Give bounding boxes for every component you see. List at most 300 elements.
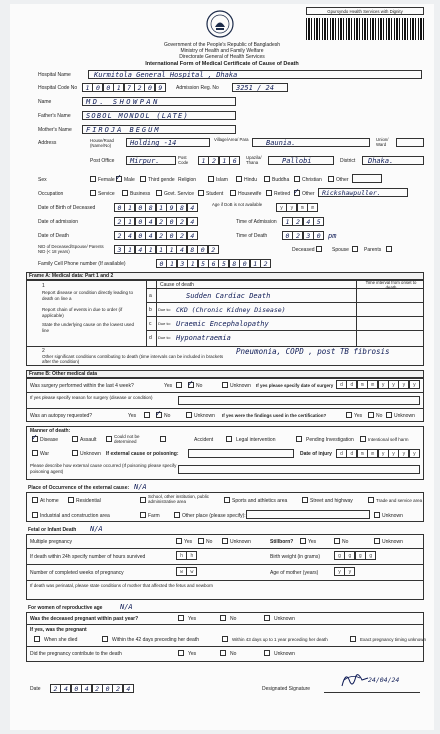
address-label: Address — [38, 140, 57, 146]
place-home-label: At home — [40, 498, 59, 504]
digit-cell: 4 — [123, 684, 134, 693]
digit-cell: 6 — [208, 259, 219, 268]
place-value: N/A — [134, 483, 147, 491]
occ-govt-checkbox[interactable] — [156, 190, 162, 196]
digit-cell: 1 — [187, 259, 198, 268]
place-street-label: Street and highway — [310, 498, 353, 504]
autopsy-q: Was an autopsy requested? — [30, 413, 93, 419]
gov-line: Government of the People's Republic of Bangladesh — [163, 42, 281, 48]
part1-no: 1 — [42, 283, 45, 289]
pregnant-yes-label: Yes — [188, 616, 197, 622]
signature-label: Designated Signature — [262, 686, 311, 692]
place-industrial-checkbox[interactable] — [32, 512, 38, 518]
surgery-no-label: No — [196, 383, 203, 389]
sex-third-label: Third gende — [148, 177, 175, 183]
digit-cell: y — [398, 449, 409, 458]
place-other-checkbox[interactable] — [174, 512, 180, 518]
union-field[interactable] — [396, 138, 424, 147]
digit-cell: 2 — [114, 217, 125, 226]
digit-cell: 4 — [145, 217, 156, 226]
manner-assault-checkbox[interactable] — [72, 436, 78, 442]
mother-value: FIROJA BEGUM — [86, 126, 161, 134]
religion-buddha-checkbox[interactable] — [264, 176, 270, 182]
digit-cell: m — [357, 380, 368, 389]
digit-cell: 4 — [187, 217, 198, 226]
report-line-a: Report disease or condition directly leading to death on line a — [42, 290, 134, 301]
occ-other-label: Other — [302, 191, 315, 197]
digit-cell: 1 — [124, 245, 135, 254]
autopsy-yes-label: Yes — [128, 413, 137, 419]
contribute-label: Did the pregnancy contribute to the death — [30, 651, 122, 657]
digit-cell: d — [346, 449, 357, 458]
postcode-cells[interactable] — [198, 156, 240, 165]
district-value: Dhaka. — [368, 157, 394, 165]
external-cause-label: If external cause or poisoning: — [106, 451, 179, 457]
surgery-yes-label: Yes — [164, 383, 173, 389]
cause-a: Sudden Cardiac Death — [186, 292, 271, 300]
preg-42-checkbox[interactable] — [102, 636, 108, 642]
pregnant-q: Was the deceased pregnant within past year? — [30, 616, 139, 622]
date-injury-label: Date of injury — [300, 451, 332, 457]
hospital-code-cells[interactable] — [82, 83, 165, 92]
pregnant-no-label: No — [230, 616, 237, 622]
union-label: Union/ Ward — [376, 137, 389, 147]
digit-cell: 4 — [81, 684, 92, 693]
admission-date-cells[interactable] — [114, 217, 197, 226]
frame-a-header: Frame A: Medical data: Part 1 and 2 — [26, 272, 424, 280]
religion-christian-label: Christian — [302, 177, 322, 183]
cause-d: Hyponatraemia — [176, 334, 231, 342]
occ-student-checkbox[interactable] — [198, 190, 204, 196]
religion-christian-checkbox[interactable] — [294, 176, 300, 182]
pregnant-yes-checkbox[interactable] — [178, 615, 184, 621]
report-lines-bc: Report chain of events in due to order (if applicable) — [42, 307, 123, 318]
nid-cells[interactable] — [114, 245, 218, 254]
digit-cell: 0 — [135, 231, 146, 240]
manner-disease-label: Disease — [40, 437, 59, 443]
manner-title: Manner of death: — [30, 428, 71, 434]
multiple-unknown-checkbox[interactable] — [222, 538, 228, 544]
digit-cell: d — [346, 380, 357, 389]
manner-legal-label: Legal intervention — [236, 437, 276, 443]
dob-cells[interactable] — [114, 203, 197, 212]
digit-cell: 2 — [292, 217, 303, 226]
place-trade-label: Trade and service area — [376, 498, 423, 503]
place-school-checkbox[interactable] — [140, 497, 146, 503]
nid-label: NID of Deceased/Spouse/ Parents NID (< 18 years) — [38, 244, 104, 254]
preg-43-label: Within 43 days up to 1 year preceding her death — [232, 637, 328, 642]
pregnant-unknown-label: Unknown — [274, 616, 295, 622]
nid-parents-checkbox[interactable] — [386, 246, 392, 252]
religion-other-checkbox[interactable] — [328, 176, 334, 182]
religion-islam-label: Islam — [216, 177, 228, 183]
state-underlying: State the underlying cause on the lowest used line — [42, 322, 135, 333]
digit-cell: 0 — [313, 231, 324, 240]
preg-died-label: When she died — [44, 637, 78, 643]
findings-unknown-label: Unknown — [394, 413, 415, 419]
fetal-value: N/A — [90, 525, 103, 533]
digit-cell: 1 — [156, 245, 167, 254]
sex-female-label: Female — [98, 177, 115, 183]
religion-buddha-label: Buddha — [272, 177, 290, 183]
surgery-unknown-checkbox[interactable] — [222, 382, 228, 388]
age-label: Age if DoB is not available — [212, 202, 263, 207]
religion-hindu-label: Hindu — [244, 177, 258, 183]
digit-cell: 0 — [135, 217, 146, 226]
admission-time-cells[interactable] — [282, 217, 324, 226]
religion-hindu-checkbox[interactable] — [236, 176, 242, 182]
digit-cell: 2 — [50, 684, 61, 693]
phone-cells[interactable] — [156, 259, 270, 268]
check-icon: ✓ — [187, 379, 194, 388]
nid-spouse-label: Spouse — [332, 247, 349, 253]
digit-cell: 6 — [229, 156, 240, 165]
footer-date-cells[interactable] — [50, 684, 133, 693]
house-value: Holding -14 — [130, 139, 177, 147]
digit-cell: h — [176, 551, 187, 560]
digit-cell: 2 — [176, 231, 187, 240]
digit-cell: 4 — [135, 245, 146, 254]
reproductive-value: N/A — [120, 603, 133, 611]
digit-cell: 2 — [156, 217, 167, 226]
name-label: Name — [38, 99, 52, 105]
digit-cell: 4 — [145, 231, 156, 240]
digit-cell: 4 — [176, 245, 187, 254]
manner-accident-checkbox[interactable] — [160, 436, 166, 442]
nid-deceased-checkbox[interactable] — [316, 246, 322, 252]
check-icon: ✓ — [31, 433, 38, 442]
surgery-date-label: If yes please specify date of surgery — [256, 383, 334, 388]
directorate-line: Directorate General of Health Services — [179, 54, 265, 60]
surgery-yes-checkbox[interactable] — [176, 382, 182, 388]
digit-cell: y — [398, 380, 409, 389]
hospital-value: Kurmitola General Hospital , Dhaka — [94, 71, 238, 79]
age-cells[interactable] — [276, 203, 318, 212]
multiple-no-checkbox[interactable] — [198, 538, 204, 544]
digit-cell: g — [344, 551, 355, 560]
admission-time-label: Time of Admission — [236, 219, 277, 225]
death-time-cells[interactable] — [282, 231, 324, 240]
hospital-label: Hospital Name — [38, 72, 71, 78]
digit-cell: 0 — [166, 231, 177, 240]
po-label: Post Office — [90, 158, 115, 164]
religion-other-label: Other — [336, 177, 349, 183]
form-title: International Form of Medical Certificate of Cause of Death — [145, 61, 299, 67]
place-sports-label: Sports and athletics area — [232, 498, 288, 504]
letter-d: d — [149, 335, 152, 341]
describe-field[interactable] — [178, 465, 420, 474]
findings-yes-label: Yes — [354, 413, 363, 419]
death-time-label: Time of Death — [236, 233, 268, 239]
digit-cell: y — [378, 380, 389, 389]
digit-cell: 2 — [208, 156, 219, 165]
manner-pending-checkbox[interactable] — [296, 436, 302, 442]
findings-no-label: No — [376, 413, 383, 419]
digit-cell: 4 — [187, 203, 198, 212]
digit-cell: 2 — [208, 245, 219, 254]
admission-date-label: Date of admission — [38, 219, 79, 225]
manner-legal-checkbox[interactable] — [226, 436, 232, 442]
place-residential-checkbox[interactable] — [68, 497, 74, 503]
digit-cell: y — [409, 449, 420, 458]
preg-died-checkbox[interactable] — [34, 636, 40, 642]
place-residential-label: Residential — [76, 498, 101, 504]
manner-war-label: War — [40, 451, 49, 457]
sex-third-checkbox[interactable] — [140, 176, 146, 182]
birth-weight-label: Birth weight (in grams) — [270, 554, 321, 560]
digit-cell: 1 — [166, 259, 177, 268]
po-value: Mirpur. — [130, 157, 160, 165]
nid-spouse-checkbox[interactable] — [352, 246, 358, 252]
digit-cell: w — [186, 567, 197, 576]
occ-student-label: Student — [206, 191, 224, 197]
digit-cell: 0 — [114, 203, 125, 212]
stillborn-unknown-checkbox[interactable] — [374, 538, 380, 544]
digit-cell: w — [176, 567, 187, 576]
digit-cell: d — [336, 380, 347, 389]
place-industrial-label: Industrial and construction area — [40, 513, 110, 519]
manner-undetermined-label: Could not be determined — [114, 434, 140, 444]
digit-cell: 9 — [166, 203, 177, 212]
surgery-reason-field[interactable] — [178, 396, 420, 405]
digit-cell: 2 — [176, 217, 187, 226]
digit-cell: 5 — [218, 259, 229, 268]
death-time-suffix: pm — [328, 232, 337, 240]
digit-cell: 1 — [82, 83, 93, 92]
digit-cell: m — [367, 449, 378, 458]
occ-business-checkbox[interactable] — [122, 190, 128, 196]
religion-islam-checkbox[interactable] — [208, 176, 214, 182]
occ-housewife-label: Housewife — [238, 191, 262, 197]
house-label: House/Road (Name/No) — [90, 138, 114, 148]
digit-cell: 1 — [124, 203, 135, 212]
digit-cell: 8 — [145, 203, 156, 212]
name-value: MD. SHOWPAN — [86, 98, 160, 106]
occupation-label: Occupation — [38, 191, 64, 197]
multiple-yes-label: Yes — [184, 539, 193, 545]
place-trade-checkbox[interactable] — [368, 497, 374, 503]
preg-43-checkbox[interactable] — [222, 636, 228, 642]
nid-parents-label: Parents — [364, 247, 382, 253]
contribute-no-checkbox[interactable] — [220, 650, 226, 656]
perinatal-label: If death was perinatal, please state conditions of mother that affected the fetus and newborn — [30, 583, 214, 588]
part2-label: Other significant conditions contributing to death (time intervals can be included in brackets after the condition) — [42, 354, 224, 364]
weight-cells[interactable] — [334, 551, 376, 560]
other-conditions: Pneumonia, COPD , post TB fibrosis — [236, 347, 390, 356]
col-cause: Cause of death — [160, 282, 194, 288]
pregnant-unknown-checkbox[interactable] — [264, 615, 270, 621]
digit-cell: y — [378, 449, 389, 458]
cause-b: CKD (Chronic Kidney Disease) — [176, 306, 286, 314]
manner-assault-label: Assault — [80, 437, 97, 443]
digit-cell: y — [334, 567, 345, 576]
digit-cell: 0 — [103, 83, 114, 92]
digit-cell: 0 — [239, 259, 250, 268]
autopsy-no-label: No — [164, 413, 171, 419]
admission-value: 3251 / 24 — [236, 84, 274, 92]
manner-selfharm-label: Intentional self harm — [368, 437, 409, 442]
autopsy-unknown-label: Unknown — [194, 413, 215, 419]
digit-cell: 2 — [112, 684, 123, 693]
digit-cell: 3 — [177, 259, 188, 268]
digit-cell: 0 — [156, 259, 167, 268]
contribute-no-label: No — [230, 651, 237, 657]
autopsy-yes-checkbox[interactable] — [144, 412, 150, 418]
occ-business-label: Business — [130, 191, 151, 197]
digit-cell: m — [357, 449, 368, 458]
digit-cell: 3 — [303, 231, 314, 240]
mother-age-cells[interactable] — [334, 567, 355, 576]
pregnant-no-checkbox[interactable] — [220, 615, 226, 621]
manner-accident-label: Accident — [194, 437, 214, 443]
occ-housewife-checkbox[interactable] — [230, 190, 236, 196]
digit-cell: y — [409, 380, 420, 389]
digit-cell: y — [344, 567, 355, 576]
contribute-yes-checkbox[interactable] — [178, 650, 184, 656]
surgery-unknown-label: Unknown — [230, 383, 251, 389]
upazila-value: Pallobi — [282, 157, 312, 165]
surgery-date-cells[interactable] — [336, 380, 419, 389]
death-date-cells[interactable] — [114, 231, 197, 240]
stillborn-label: Stillborn? — [270, 539, 294, 545]
digit-cell: g — [355, 551, 366, 560]
digit-cell: h — [186, 551, 197, 560]
describe-label: Please describe how external cause occurred (If poisoning please specify poisoning agent) — [30, 463, 177, 474]
sex-label: Sex — [38, 177, 47, 183]
injury-date-cells[interactable] — [336, 449, 419, 458]
upazila-label: Upazila/ Thana — [246, 155, 262, 165]
ribbon-banner: Gpursyndo Health Services with Dignity — [306, 7, 424, 15]
stillborn-no-checkbox[interactable] — [334, 538, 340, 544]
government-seal-logo — [206, 10, 234, 38]
digit-cell: 9 — [155, 83, 166, 92]
place-street-checkbox[interactable] — [302, 497, 308, 503]
death-date-label: Date of Death — [38, 233, 69, 239]
village-value: Baunia. — [266, 139, 296, 147]
contribute-yes-label: Yes — [188, 651, 197, 657]
mother-age-label: Age of mother (years) — [270, 570, 319, 576]
digit-cell: 2 — [292, 231, 303, 240]
postcode-label: Post Code — [178, 155, 189, 165]
manner-selfharm-checkbox[interactable] — [360, 436, 366, 442]
digit-cell: g — [365, 551, 376, 560]
digit-cell: y — [286, 203, 297, 212]
place-unknown-checkbox[interactable] — [374, 512, 380, 518]
due-to-d: Due to: — [158, 335, 171, 340]
stillborn-yes-checkbox[interactable] — [300, 538, 306, 544]
occ-retired-label: Retired — [274, 191, 291, 197]
sex-female-checkbox[interactable] — [90, 176, 96, 182]
digit-cell: m — [307, 203, 318, 212]
findings-no-checkbox[interactable] — [368, 412, 374, 418]
religion-other-field[interactable] — [352, 174, 382, 183]
due-to-b: Due to: — [158, 307, 171, 312]
preg-unknown-label: Exact pregnancy timing unknown — [360, 637, 427, 642]
digit-cell: g — [334, 551, 345, 560]
nid-deceased-label: Deceased — [292, 247, 315, 253]
hours-cells[interactable] — [176, 551, 197, 560]
digit-cell: 4 — [303, 217, 314, 226]
stillborn-yes-label: Yes — [308, 539, 317, 545]
phone-label: Family Cell Phone number (If available) — [38, 261, 126, 267]
multiple-unknown-label: Unknown — [230, 539, 251, 545]
digit-cell: 5 — [198, 259, 209, 268]
digit-cell: d — [336, 449, 347, 458]
place-farm-checkbox[interactable] — [140, 512, 146, 518]
manner-unknown-checkbox[interactable] — [72, 450, 78, 456]
digit-cell: 0 — [135, 203, 146, 212]
dob-label: Date of Birth of Deceased — [38, 205, 96, 211]
frame-b-header: Frame B: Other medical data — [26, 370, 424, 378]
fetal-title: Fetal or Infant Death — [28, 527, 77, 533]
digit-cell: 4 — [187, 231, 198, 240]
external-cause-field[interactable] — [188, 449, 294, 458]
digit-cell: 1 — [156, 203, 167, 212]
digit-cell: 5 — [313, 217, 324, 226]
mother-label: Mother's Name — [38, 127, 72, 133]
barcode — [306, 18, 424, 40]
autopsy-unknown-checkbox[interactable] — [186, 412, 192, 418]
if-yes-label: If yes, was the pregnant — [30, 627, 87, 633]
check-icon: ✓ — [155, 409, 162, 418]
occ-service-label: Service — [98, 191, 115, 197]
place-title: Place of Occurrence of the external cause: — [28, 485, 130, 491]
multiple-label: Multiple pregnancy — [30, 539, 72, 545]
digit-cell: 8 — [229, 259, 240, 268]
place-other-field[interactable] — [246, 510, 370, 519]
place-sports-checkbox[interactable] — [224, 497, 230, 503]
digit-cell: y — [276, 203, 287, 212]
digit-cell: 8 — [187, 245, 198, 254]
digit-cell: 7 — [124, 83, 135, 92]
father-label: Father's Name — [38, 113, 71, 119]
findings-yes-checkbox[interactable] — [346, 412, 352, 418]
findings-unknown-checkbox[interactable] — [386, 412, 392, 418]
digit-cell: 3 — [114, 245, 125, 254]
occ-retired-checkbox[interactable] — [266, 190, 272, 196]
death-certificate-form — [10, 4, 434, 730]
letter-a: a — [149, 293, 152, 299]
multiple-yes-checkbox[interactable] — [176, 538, 182, 544]
digit-cell: 1 — [113, 83, 124, 92]
manner-war-checkbox[interactable] — [32, 450, 38, 456]
digit-cell: 1 — [145, 245, 156, 254]
reproductive-title: For women of reproductive age — [28, 605, 103, 611]
digit-cell: y — [388, 380, 399, 389]
occ-service-checkbox[interactable] — [90, 190, 96, 196]
hours-label: If death within 24h specify number of hours survived — [30, 554, 146, 560]
manner-undetermined-checkbox[interactable] — [106, 436, 112, 442]
part2-no: 2 — [42, 348, 45, 354]
stillborn-no-label: No — [342, 539, 349, 545]
contribute-unknown-checkbox[interactable] — [264, 650, 270, 656]
footer-date-label: Date — [30, 686, 41, 692]
digit-cell: 2 — [134, 83, 145, 92]
digit-cell: 1 — [198, 156, 209, 165]
digit-cell: m — [367, 380, 378, 389]
letter-b: b — [149, 307, 152, 313]
letter-c: c — [149, 321, 152, 327]
digit-cell: 2 — [260, 259, 271, 268]
check-icon: ✓ — [293, 187, 300, 196]
preg-unknown-checkbox[interactable] — [350, 636, 356, 642]
place-home-checkbox[interactable] — [32, 497, 38, 503]
digit-cell: 0 — [282, 231, 293, 240]
weeks-cells[interactable] — [176, 567, 197, 576]
ministry-line: Ministry of Health and Family Welfare — [180, 48, 264, 54]
check-icon: ✓ — [115, 173, 122, 182]
manner-unknown-label: Unknown — [80, 451, 101, 457]
